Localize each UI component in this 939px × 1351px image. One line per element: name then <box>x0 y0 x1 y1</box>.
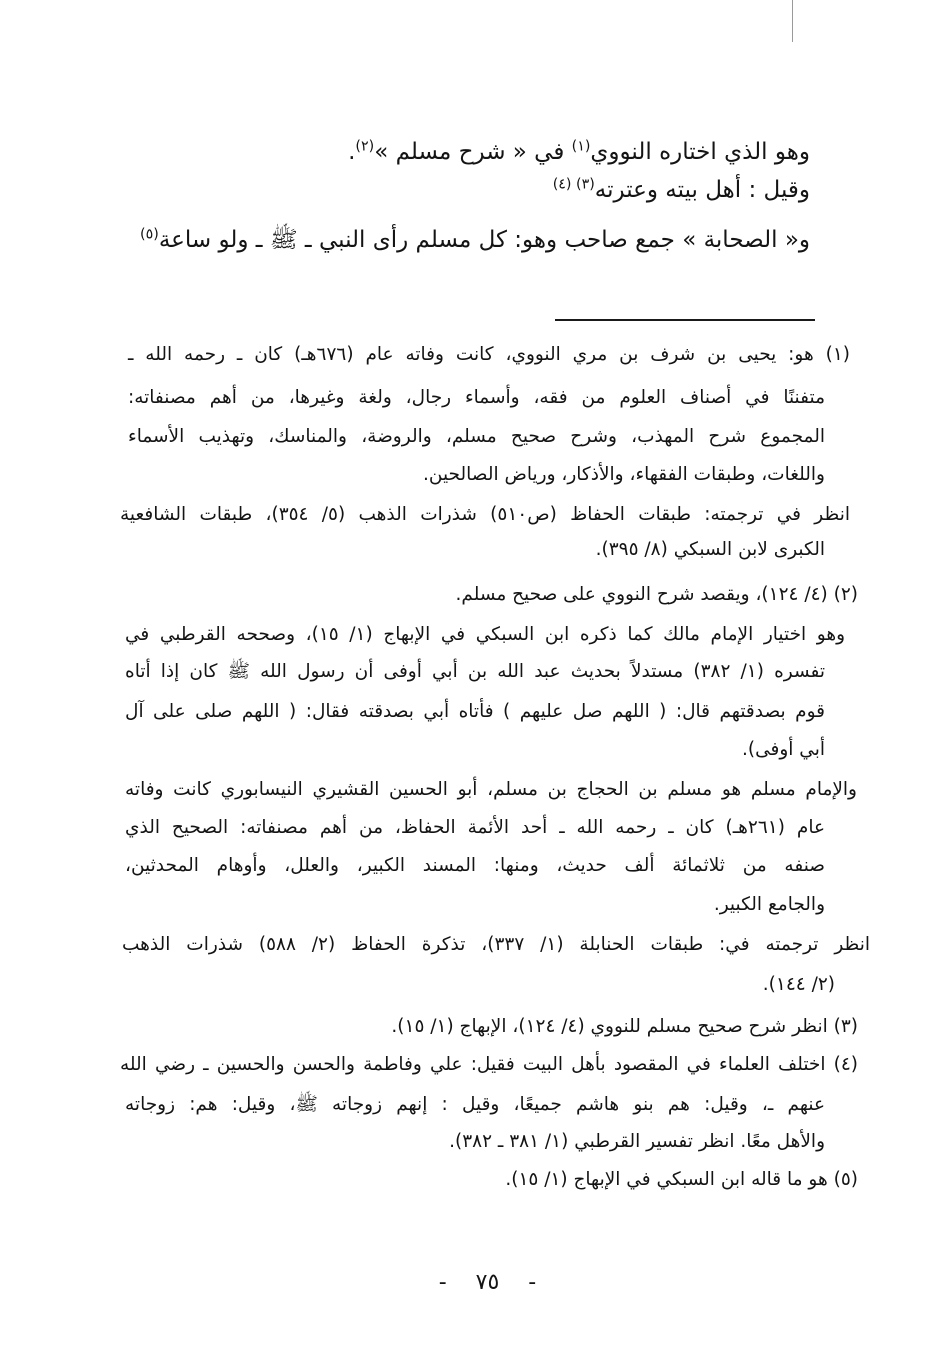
footnote-ref: (١) <box>571 138 591 155</box>
footnote-line: تفسره (١/ ٣٨٢) مستدلاً بحديث عبد الله بن أبي أوفى أن رسول الله ﷺ كان إذا أتاه <box>125 661 825 682</box>
main-text-segment: وقيل : أهل بيته وعترته <box>594 177 810 203</box>
page-number: - ٧٥ - <box>438 1270 537 1295</box>
scan-artifact <box>792 0 793 42</box>
main-text-segment: و« الصحابة » جمع صاحب وهو: كل مسلم رأى النبي ـ ﷺ ـ ولو ساعة <box>158 227 810 253</box>
footnote-line: (٣) انظر شرح صحيح مسلم للنووي (٤/ ١٢٤)، الإبهاج (١/ ١٥). <box>391 1016 858 1037</box>
footnote-line: عنهم ـ، وقيل: هم بنو هاشم جميعًا، وقيل : إنهم زوجاته ﷺ، وقيل: هم: زوجاته <box>125 1094 825 1115</box>
footnote-line: عام (٢٦١هـ) كان ـ رحمه الله ـ أحد الأئمة الحفاظ، من أهم مصنفاته: الصحيح الذي <box>125 817 825 838</box>
footnote-separator <box>555 319 815 321</box>
footnote-ref: (٥) <box>140 226 159 243</box>
footnote-line: واللغات، وطبقات الفقهاء، والأذكار، ورياض الصالحين. <box>423 464 825 485</box>
footnote-line: (٢) (٤/ ١٢٤)، ويقصد شرح النووي على صحيح مسلم. <box>455 584 858 605</box>
footnote-line: الكبرى لابن السبكي (٨/ ٣٩٥). <box>595 539 825 560</box>
main-text-segment: . <box>348 139 356 165</box>
main-text-segment: وهو الذي اختاره النووي <box>590 139 810 165</box>
footnote-line: انظر في ترجمته: طبقات الحفاظ (ص٥١٠) شذرات الذهب (٥/ ٣٥٤)، طبقات الشافعية <box>120 504 850 525</box>
footnote-ref: (٢) <box>355 138 375 155</box>
footnote-line: (٥) هو ما قاله ابن السبكي في الإبهاج (١/ ١٥). <box>505 1169 858 1190</box>
main-text-line <box>553 170 810 210</box>
footnote-line: (١) هو: يحيى بن شرف بن مري النووي، كانت وفاته عام (٦٧٦هـ) كان ـ رحمه الله ـ <box>128 344 850 365</box>
footnote-line: (٢/ ١٤٤). <box>762 974 835 995</box>
footnote-line: متفننًا في أصناف العلوم من فقه، وأسماء رجال، ولغة وغيرها، من أهم مصنفاته: <box>128 387 825 408</box>
footnote-line: والجامع الكبير. <box>713 894 825 915</box>
footnote-line: انظر ترجمته في: طبقات الحنابلة (١/ ٣٣٧)، تذكرة الحفاظ (٢/ ٥٨٨) شذرات الذهب <box>122 934 870 955</box>
footnote-line: والأهل معًا. انظر تفسير القرطبي (١/ ٣٨١ ـ ٣٨٢). <box>449 1131 825 1152</box>
footnote-ref: (٣) (٤) <box>552 176 595 193</box>
main-text-line <box>348 132 810 172</box>
footnote-line: قوم بصدقتهم قال: ( اللهم صل عليهم ) فأتاه أبي بصدقته فقال: ( اللهم صلى على آل <box>125 701 825 722</box>
footnote-line: (٤) اختلف العلماء في المقصود بأهل البيت فقيل: علي وفاطمة والحسن والحسين ـ رضي الله <box>120 1054 858 1075</box>
main-text-segment: في « شرح مسلم » <box>374 139 572 165</box>
footnote-line: والإمام مسلم هو مسلم بن الحجاج بن مسلم، أبو الحسين القشيري النيسابوري كانت وفاته <box>125 779 857 800</box>
main-text-line <box>118 220 810 260</box>
footnote-line: أبي أوفى). <box>741 739 825 760</box>
footnote-line: وهو اختيار الإمام مالك كما ذكره ابن السبكي في الإبهاج (١/ ١٥)، وصححه القرطبي في <box>125 624 846 645</box>
footnote-line: المجموع شرح المهذب، وشرح صحيح مسلم، والروضة، والمناسك، وتهذيب الأسماء <box>128 426 825 447</box>
footnote-line: صنفه من ثلاثمائة ألف حديث، ومنها: المسند الكبير، والعلل، وأوهام المحدثين، <box>125 855 825 876</box>
